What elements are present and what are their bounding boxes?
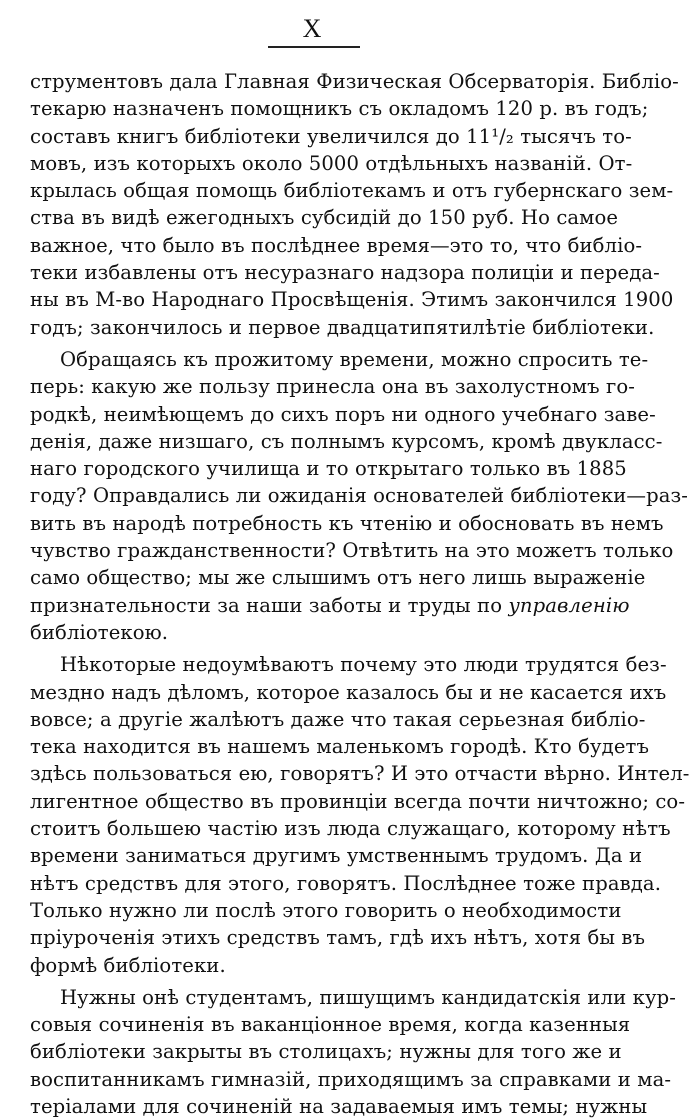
text-line: перь: какую же пользу принесла она въ захолустномъ го-	[30, 375, 635, 399]
header-rule	[268, 46, 360, 48]
text-line: вить въ народѣ потребность къ чтенію и обосновать въ немъ	[30, 511, 664, 535]
text-line: составъ книгъ библіотеки увеличился до 11¹/₂ тысячъ то-	[30, 124, 632, 148]
page-number: X	[302, 14, 322, 43]
text-line: году? Оправдались ли ожиданія основателей библіотеки—раз-	[30, 484, 688, 508]
page-header	[0, 14, 624, 44]
text-line: времени заниматься другимъ умственнымъ трудомъ. Да и	[30, 844, 643, 868]
text-line: крылась общая помощь библіотекамъ и отъ губернскаго зем-	[30, 179, 674, 203]
text-line: теріалами для сочиненій на задаваемыя имъ темы; нужны	[30, 1094, 648, 1118]
text-line: само общество; мы же слышимъ отъ него лишь выраженіе	[30, 566, 646, 590]
text-line: Только нужно ли послѣ этого говорить о необходимости	[30, 898, 622, 922]
text-line: пріуроченія этихъ средствъ тамъ, гдѣ ихъ нѣтъ, хотя бы въ	[30, 926, 646, 950]
paragraph-1	[30, 68, 679, 341]
italic-word: управленію	[508, 593, 630, 617]
paragraph-2	[30, 346, 688, 646]
text-line: здѣсь пользоваться ею, говорятъ? И это отчасти вѣрно. Интел-	[30, 762, 690, 786]
text-line: ства въ видѣ ежегодныхъ субсидій до 150 руб. Но самое	[30, 206, 619, 230]
text-line: чувство гражданственности? Отвѣтить на это можетъ только	[30, 539, 674, 563]
text-line: наго городского училища и то открытаго только въ 1885	[30, 457, 627, 481]
paragraph-3	[30, 651, 690, 979]
text-line: библіотекою.	[30, 620, 169, 644]
text-line: родкѣ, неимѣющемъ до сихъ поръ ни одного учебнаго заве-	[30, 402, 656, 426]
text-line: годъ; закончилось и первое двадцатипятилѣтіе библіотеки.	[30, 315, 655, 339]
text-line: Нѣкоторые недоумѣваютъ почему это люди трудятся без-	[60, 653, 667, 677]
text-line: Нужны онѣ студентамъ, пишущимъ кандидатскія или кур-	[60, 985, 676, 1009]
text-line: мездно надъ дѣломъ, которое казалось бы и не касается ихъ	[30, 680, 667, 704]
text-line: ны въ М-во Народнаго Просвѣщенія. Этимъ закончился 1900	[30, 288, 674, 312]
text-line: тека находится въ нашемъ маленькомъ городѣ. Кто будетъ	[30, 735, 650, 759]
text-line: текарю назначенъ помощникъ съ окладомъ 120 р. въ годъ;	[30, 97, 649, 121]
text-line: признательности за наши заботы и труды по управленію	[30, 593, 630, 617]
text-line: лигентное общество въ провинціи всегда почти ничтожно; со-	[30, 789, 686, 813]
text-line: совыя сочиненія въ ваканціонное время, когда казенныя	[30, 1013, 631, 1037]
text-line: Обращаясь къ прожитому времени, можно спросить те-	[60, 347, 649, 371]
text-line: теки избавлены отъ несуразнаго надзора полиціи и переда-	[30, 261, 660, 285]
text-line: формѣ библіотеки.	[30, 953, 226, 977]
text-line: нѣтъ средствъ для этого, говорятъ. Послѣднее тоже правда.	[30, 871, 662, 895]
paragraph-4	[30, 984, 676, 1120]
text-line: библіотеки закрыты въ столицахъ; нужны для того же и	[30, 1040, 622, 1064]
text-line: воспитанникамъ гимназій, приходящимъ за справками и ма-	[30, 1067, 672, 1091]
text-line: денія, даже низшаго, съ полнымъ курсомъ, кромѣ двукласс-	[30, 429, 663, 453]
text-line: вовсе; а другіе жалѣютъ даже что такая серьезная библіо-	[30, 707, 646, 731]
text-line: струментовъ дала Главная Физическая Обсерваторія. Библіо-	[30, 70, 679, 93]
page-body	[30, 68, 690, 1120]
text-line: важное, что было въ послѣднее время—это то, что библіо-	[30, 233, 643, 257]
text-line: стоитъ большею частію изъ люда служащаго, которому нѣтъ	[30, 817, 671, 841]
text-line: мовъ, изъ которыхъ около 5000 отдѣльныхъ названій. От-	[30, 151, 633, 175]
